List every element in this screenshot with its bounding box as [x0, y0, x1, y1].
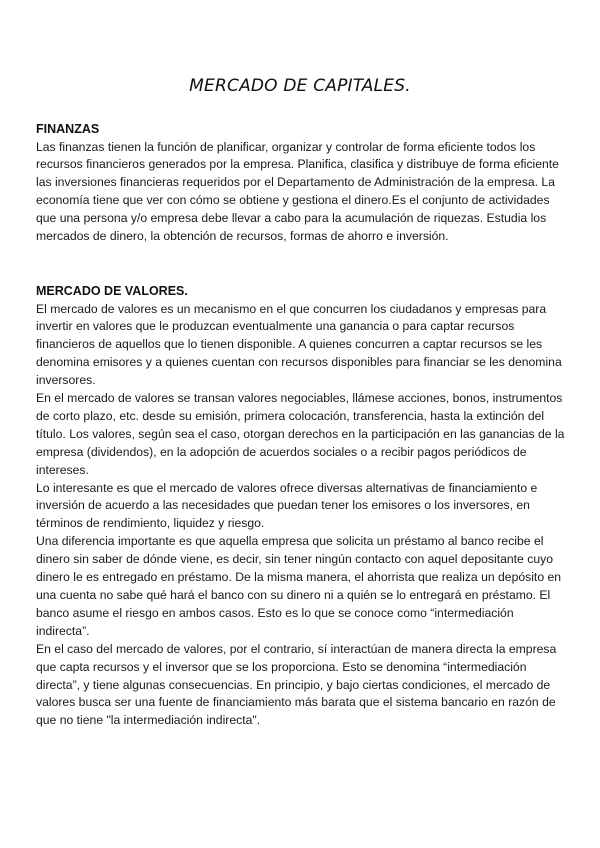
paragraph: En el mercado de valores se transan valores negociables, llámese acciones, bonos, instrumentos de corto plazo, etc. desde su emisión, primera colocación, transferencia, hasta la extinción del título. Los valores, según sea el caso, otorgan derechos en la participación en las ganancias de la empresa (dividendos), en la adopción de acuerdos sociales o a recibir pagos periódicos de intereses.: [36, 391, 565, 477]
paragraph: Lo interesante es que el mercado de valores ofrece diversas alternativas de financiamiento e inversión de acuerdo a las necesidades que puedan tener los emisores o los inversores, en términos de rendimiento, liquidez y riesgo.: [36, 480, 538, 531]
paragraph: Las finanzas tienen la función de planificar, organizar y controlar de forma eficiente todos los recursos financieros generados por la empresa. Planifica, clasifica y distribuye de forma eficiente las inversiones financieras requeridos por el Departamento de Administración de la empresa. La economía tiene que ver con cómo se obtiene y gestiona el dinero.Es el conjunto de actividades que una persona y/o empresa debe llevar a cabo para la acumulación de riquezas. Estudia los mercados de dinero, la obtención de recursos, formas de ahorro e inversión.: [36, 139, 559, 244]
paragraph: Una diferencia importante es que aquella empresa que solicita un préstamo al banco recibe el dinero sin saber de dónde viene, es decir, sin tener ningún contacto con aquel depositante cuyo dinero le es entregado en préstamo. De la misma manera, el ahorrista que realiza un depósito en una cuenta no sabe qué hará el banco con su dinero ni a quién se lo entregará en préstamo. El banco asume el riesgo en ambos casos. Esto es lo que se conoce como “intermediación indirecta”.: [36, 534, 562, 638]
section-heading: MERCADO DE VALORES.: [36, 284, 188, 298]
document-title: MERCADO DE CAPITALES.: [189, 76, 411, 96]
section-mercado-de-valores: [36, 283, 566, 730]
paragraph: El mercado de valores es un mecanismo en el que concurren los ciudadanos y empresas para invertir en valores que le produzcan eventualmente una ganancia o para captar recursos financieros de aquellos que lo tienen disponible. A quienes concurren a captar recursos se les denomina emisores y a quienes cuentan con recursos disponibles para financiar se les denomina inversores.: [36, 301, 562, 388]
paragraph: En el caso del mercado de valores, por el contrario, sí interactúan de manera directa la empresa que capta recursos y el inversor que se los proporciona. Esto se denomina “intermediación directa”, y tiene algunas consecuencias. En principio, y bajo ciertas condiciones, el mercado de valores busca ser una fuente de financiamiento más barata que el sistema bancario en razón de que no tiene "la intermediación indirecta".: [36, 641, 557, 728]
section-finanzas: [36, 121, 566, 246]
section-heading: FINANZAS: [36, 122, 100, 136]
